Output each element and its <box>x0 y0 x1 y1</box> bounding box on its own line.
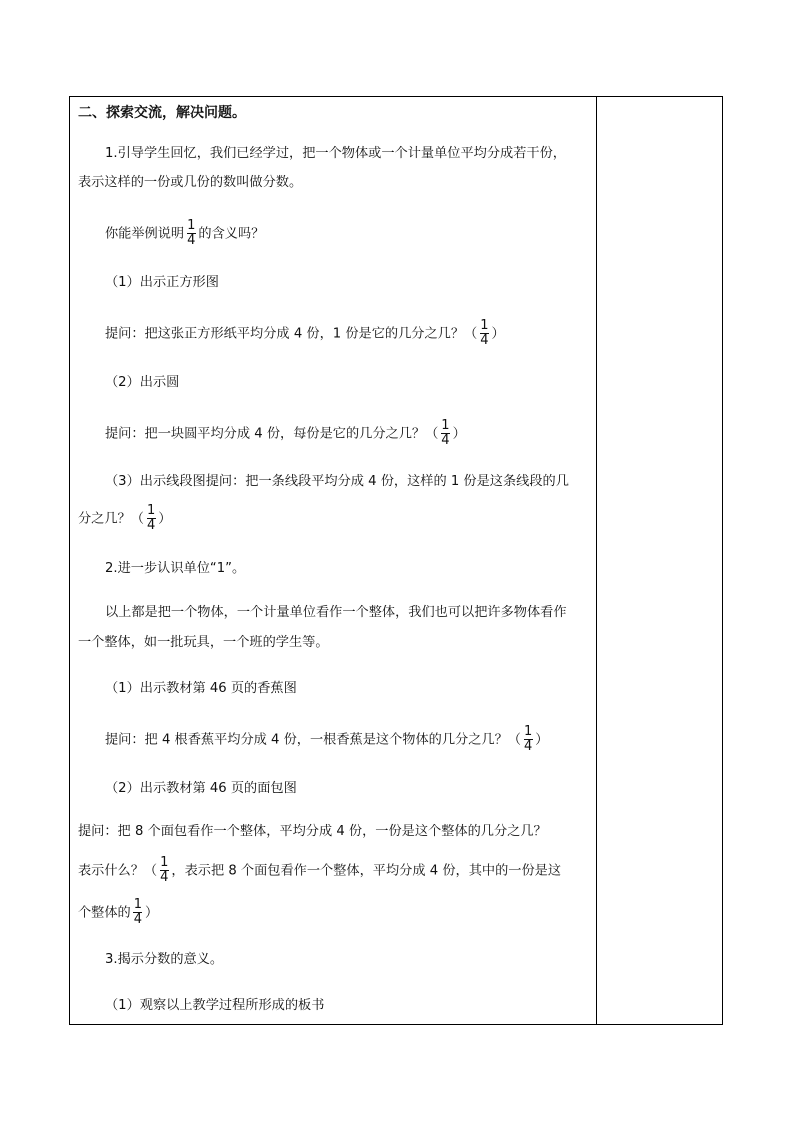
ask-circle <box>105 419 466 448</box>
item-text: （2）出示教材第 46 页的面包图 <box>105 781 297 796</box>
fraction-denominator: 4 <box>523 739 533 754</box>
item-text: （2）出示圆 <box>105 375 180 390</box>
item-bread <box>105 777 297 801</box>
fraction-one-quarter <box>523 725 533 754</box>
fraction-one-quarter <box>146 504 156 533</box>
fraction-one-quarter <box>186 219 196 248</box>
paragraph-1-line-1 <box>105 142 566 166</box>
paragraph-2-line-2 <box>78 631 329 655</box>
ask-text: ） <box>491 326 505 342</box>
item-square <box>105 271 219 295</box>
item-line-segment-cont <box>78 504 171 533</box>
notes-column-cell <box>597 97 722 1024</box>
ask-banana <box>105 725 548 754</box>
paragraph-text: 2.进一步认识单位“1”。 <box>105 561 246 576</box>
item-circle <box>105 371 179 395</box>
fraction-denominator: 4 <box>187 233 196 248</box>
item-text: ） <box>158 511 172 527</box>
fraction-one-quarter <box>440 419 450 448</box>
fraction-denominator: 4 <box>146 518 156 533</box>
ask-text: ） <box>452 426 466 442</box>
ask-text: 个整体的 <box>78 905 131 921</box>
ask-text: 表示什么？（ <box>78 863 158 879</box>
ask-text: 提问：把一块圆平均分成 4 份，每份是它的几分之几？（ <box>105 426 439 442</box>
paragraph-2-line-1 <box>105 601 567 625</box>
ask-bread-line-1 <box>78 820 547 844</box>
fraction-one-quarter <box>159 856 169 885</box>
paragraph-3-title <box>105 948 223 972</box>
fraction-numerator: 1 <box>480 318 489 333</box>
fraction-numerator: 1 <box>187 218 196 233</box>
paragraph-text: 表示这样的一份或几份的数叫做分数。 <box>78 175 303 190</box>
ask-square <box>105 319 505 348</box>
lesson-content-cell <box>70 97 596 1024</box>
item-banana <box>105 677 297 701</box>
fraction-numerator: 1 <box>160 855 169 870</box>
paragraph-text: 1.引导学生回忆，我们已经学过，把一个物体或一个计量单位平均分成若干份， <box>105 146 566 161</box>
fraction-one-quarter <box>479 319 489 348</box>
paragraph-text: 一个整体，如一批玩具，一个班的学生等。 <box>78 635 329 650</box>
item-text: （1）出示正方形图 <box>105 275 219 290</box>
ask-text: 提问：把这张正方形纸平均分成 4 份，1 份是它的几分之几？（ <box>105 326 478 342</box>
ask-text: ，表示把 8 个面包看作一个整体，平均分成 4 份，其中的一份是这 <box>171 863 562 879</box>
question-text: 的含义吗？ <box>198 226 265 242</box>
fraction-denominator: 4 <box>480 333 489 348</box>
item-line-segment <box>105 470 569 494</box>
fraction-numerator: 1 <box>523 724 533 739</box>
paragraph-1-line-2 <box>78 171 302 195</box>
ask-bread-line-2 <box>78 856 561 885</box>
ask-text: ） <box>145 905 159 921</box>
section-heading <box>78 101 246 125</box>
question-line <box>105 219 264 248</box>
question-text: 你能举例说明 <box>105 226 185 242</box>
ask-text: ） <box>535 732 549 748</box>
ask-text: 提问：把 4 根香蕉平均分成 4 份，一根香蕉是这个物体的几分之几？（ <box>105 732 521 748</box>
item-text: （3）出示线段图提问：把一条线段平均分成 4 份，这样的 1 份是这条线段的几 <box>105 474 569 489</box>
paragraph-text: 以上都是把一个物体，一个计量单位看作一个整体，我们也可以把许多物体看作 <box>105 605 567 620</box>
section-heading-text: 二、探索交流，解决问题。 <box>78 105 246 121</box>
fraction-denominator: 4 <box>441 433 450 448</box>
fraction-denominator: 4 <box>160 870 169 885</box>
item-text: 分之几？（ <box>78 511 144 527</box>
item-text: （1）观察以上教学过程所形成的板书 <box>105 998 325 1013</box>
ask-bread-line-3 <box>78 898 158 927</box>
fraction-denominator: 4 <box>133 912 143 927</box>
fraction-numerator: 1 <box>133 897 143 912</box>
fraction-numerator: 1 <box>441 418 450 433</box>
fraction-numerator: 1 <box>146 503 156 518</box>
paragraph-text: 3.揭示分数的意义。 <box>105 952 224 967</box>
item-board-notes <box>105 994 324 1018</box>
fraction-one-quarter <box>133 898 143 927</box>
ask-text: 提问：把 8 个面包看作一个整体，平均分成 4 份，一份是这个整体的几分之几？ <box>78 824 547 839</box>
paragraph-2-title <box>105 557 245 581</box>
item-text: （1）出示教材第 46 页的香蕉图 <box>105 681 297 696</box>
